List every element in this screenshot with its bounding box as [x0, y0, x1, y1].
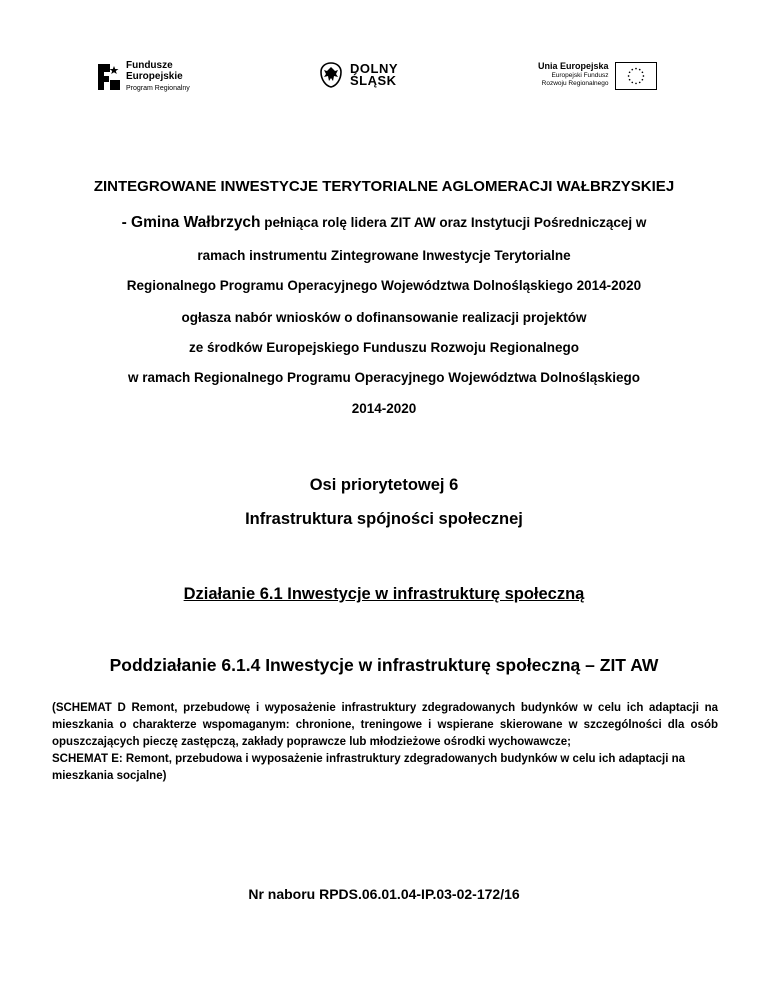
- unia-europejska-text: [538, 62, 609, 88]
- eu-flag-icon: [615, 62, 657, 90]
- dzialanie-heading: Działanie 6.1 Inwestycje w infrastrukturę społeczną: [183, 585, 585, 603]
- ue-line1: Unia Europejska: [538, 61, 609, 71]
- header-line1-suffix: pełniąca rolę lidera ZIT AW oraz Instytucji Pośredniczącej w: [264, 215, 647, 230]
- fundusze-europejskie-icon: [96, 62, 122, 92]
- os-priorytetowa: Osi priorytetowej 6: [309, 476, 459, 494]
- schemat-block: [52, 700, 718, 785]
- header-line1: [40, 214, 728, 232]
- gmina-name: - Gmina Wałbrzych: [121, 214, 261, 231]
- ds-line2: ŚLĄSK: [350, 73, 397, 88]
- ds-line1: DOLNY: [350, 61, 398, 76]
- header-line6: w ramach Regionalnego Programu Operacyjnego Województwa Dolnośląskiego: [127, 370, 641, 385]
- header-line4: ogłasza nabór wniosków o dofinansowanie realizacji projektów: [181, 310, 587, 325]
- fe-line1: Fundusze: [126, 60, 173, 71]
- schemat-d: (SCHEMAT D Remont, przebudowę i wyposażenie infrastruktury zdegradowanych budynków w celu ich adaptacji na mieszkania o charakterze wspomaganym: chronione, treningowe i wspierane skierowane w szczególności dla osób opuszczających pieczę zastępczą, zakłady poprawcze lub młodzieżowe ośrodki wychowawcze;: [52, 702, 718, 748]
- dolny-slask-text: [350, 63, 398, 87]
- schemat-e: SCHEMAT E: Remont, przebudowa i wyposażenie infrastruktury zdegradowanych budynków w celu ich adaptacji na mieszkania socjalne): [52, 753, 686, 782]
- ue-line3: Rozwoju Regionalnego: [541, 80, 609, 87]
- header-line5: ze środków Europejskiego Funduszu Rozwoju Regionalnego: [188, 340, 580, 355]
- header-line3: Regionalnego Programu Operacyjnego Województwa Dolnośląskiego 2014-2020: [126, 278, 642, 293]
- header-line7: 2014-2020: [351, 401, 417, 416]
- eagle-icon: [320, 62, 342, 88]
- dolny-slask-logo: [320, 62, 398, 88]
- fundusze-europejskie-logo: [96, 60, 190, 94]
- fe-line3: Program Regionalny: [126, 85, 190, 92]
- poddzialanie-heading: Poddziałanie 6.1.4 Inwestycje w infrastrukturę społeczną – ZIT AW: [109, 655, 659, 675]
- page-title: ZINTEGROWANE INWESTYCJE TERYTORIALNE AGLOMERACJI WAŁBRZYSKIEJ: [93, 178, 675, 195]
- fundusze-europejskie-text: [126, 60, 190, 94]
- nabor-number: Nr naboru RPDS.06.01.04-IP.03-02-172/16: [248, 886, 520, 902]
- logo-bar: [0, 58, 768, 98]
- ue-line2: Europejski Fundusz: [551, 72, 609, 79]
- fe-line2: Europejskie: [126, 71, 183, 82]
- header-line2: ramach instrumentu Zintegrowane Inwestycje Terytorialne: [197, 248, 571, 263]
- os-name: Infrastruktura spójności społecznej: [245, 510, 523, 528]
- unia-europejska-logo: [538, 62, 657, 90]
